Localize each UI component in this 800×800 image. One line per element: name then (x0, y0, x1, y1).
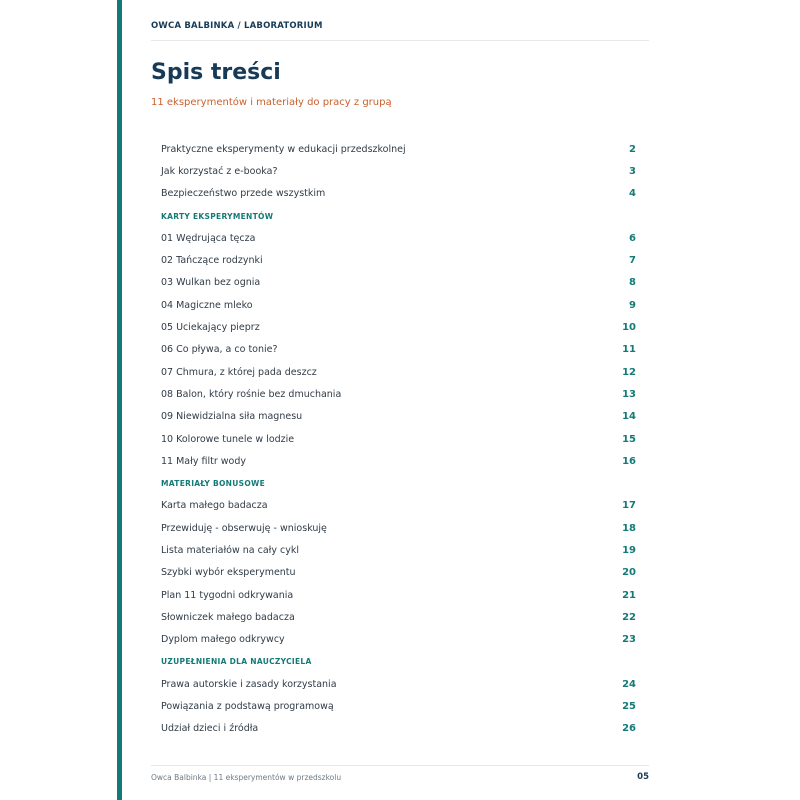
toc-entry-label: Jak korzystać z e-booka? (161, 165, 278, 177)
toc-entry-label: 07 Chmura, z której pada deszcz (161, 366, 317, 378)
toc-entry-page: 4 (629, 188, 636, 200)
toc-entry[interactable] (161, 249, 636, 271)
toc-entry[interactable] (161, 584, 636, 606)
toc-entry-label: Szybki wybór eksperymentu (161, 567, 296, 579)
toc-entry-label: Karta małego badacza (161, 500, 268, 512)
toc-section-heading: MATERIAŁY BONUSOWE (161, 479, 266, 489)
toc-entry[interactable] (161, 606, 636, 628)
toc-entry[interactable] (161, 272, 636, 294)
toc-entry[interactable] (161, 406, 636, 428)
toc-entry[interactable] (161, 183, 636, 205)
toc-entry[interactable] (161, 138, 636, 160)
toc-entry-label: 04 Magiczne mleko (161, 299, 253, 311)
toc-entry[interactable] (161, 428, 636, 450)
toc-entry[interactable] (161, 539, 636, 561)
toc-entry-page: 18 (622, 522, 636, 534)
toc-entry-label: Lista materiałów na cały cykl (161, 544, 299, 556)
toc-entry-page: 11 (622, 344, 636, 356)
toc-entry-page: 10 (622, 322, 636, 334)
toc-entry-label: 01 Wędrująca tęcza (161, 232, 256, 244)
accent-bar (117, 0, 122, 800)
footer-divider (151, 765, 649, 766)
toc-entry-page: 20 (622, 567, 636, 579)
toc-entry-page: 2 (629, 143, 636, 155)
toc-entry[interactable] (161, 294, 636, 316)
toc-entry[interactable] (161, 495, 636, 517)
toc-entry-page: 24 (622, 678, 636, 690)
toc-entry[interactable] (161, 562, 636, 584)
header-divider (151, 40, 649, 41)
page-number: 05 (637, 772, 649, 782)
toc-entry-label: 03 Wulkan bez ognia (161, 277, 261, 289)
toc-entry-page: 15 (622, 433, 636, 445)
toc-entry[interactable] (161, 629, 636, 651)
toc-entry-page: 25 (622, 701, 636, 713)
toc-entry-label: 05 Uciekający pieprz (161, 322, 260, 334)
running-header: OWCA BALBINKA / LABORATORIUM (151, 21, 323, 31)
toc-entry[interactable] (161, 450, 636, 472)
page-title: Spis treści (151, 60, 281, 85)
toc-entry-page: 23 (622, 634, 636, 646)
toc-entry-label: Plan 11 tygodni odkrywania (161, 589, 294, 601)
toc-entry[interactable] (161, 361, 636, 383)
toc-entry-page: 17 (622, 500, 636, 512)
footer-text: Owca Balbinka | 11 eksperymentów w przedszkolu (151, 773, 342, 782)
toc-entry-page: 16 (622, 455, 636, 467)
toc-entry-label: Udział dzieci i źródła (161, 723, 259, 735)
toc-entry-page: 8 (629, 277, 636, 289)
toc-entry[interactable] (161, 227, 636, 249)
toc-entry-label: Praktyczne eksperymenty w edukacji przedszkolnej (161, 143, 406, 155)
toc-entry-label: Dyplom małego odkrywcy (161, 634, 285, 646)
toc-entry[interactable] (161, 339, 636, 361)
toc-entry-page: 26 (622, 723, 636, 735)
toc-entry-label: 09 Niewidzialna siła magnesu (161, 411, 303, 423)
toc-entry-page: 9 (629, 299, 636, 311)
toc-entry-page: 12 (622, 366, 636, 378)
toc-entry-label: Powiązania z podstawą programową (161, 701, 334, 713)
toc-entry-page: 7 (629, 255, 636, 267)
toc-entry[interactable] (161, 383, 636, 405)
toc-entry[interactable] (161, 160, 636, 182)
toc-entry[interactable] (161, 695, 636, 717)
toc-section-heading: KARTY EKSPERYMENTÓW (161, 211, 274, 221)
toc-entry-page: 6 (629, 232, 636, 244)
toc-entry-label: Słowniczek małego badacza (161, 611, 295, 623)
toc-entry-label: Prawa autorskie i zasady korzystania (161, 678, 337, 690)
toc-entry-page: 13 (622, 388, 636, 400)
toc-entry-page: 22 (622, 611, 636, 623)
toc-entry-label: 08 Balon, który rośnie bez dmuchania (161, 388, 342, 400)
page-subtitle: 11 eksperymentów i materiały do pracy z grupą (151, 97, 392, 108)
table-of-contents (161, 138, 636, 740)
toc-entry-page: 21 (622, 589, 636, 601)
toc-entry-label: Bezpieczeństwo przede wszystkim (161, 188, 326, 200)
toc-entry[interactable] (161, 517, 636, 539)
toc-entry[interactable] (161, 718, 636, 740)
toc-entry[interactable] (161, 673, 636, 695)
toc-entry-label: 02 Tańczące rodzynki (161, 255, 263, 267)
toc-entry-label: 11 Mały filtr wody (161, 455, 246, 467)
toc-entry-page: 19 (622, 544, 636, 556)
toc-entry[interactable] (161, 316, 636, 338)
toc-entry-label: 06 Co pływa, a co tonie? (161, 344, 278, 356)
toc-entry-page: 3 (629, 165, 636, 177)
toc-section-heading: UZUPEŁNIENIA DLA NAUCZYCIELA (161, 657, 312, 667)
toc-entry-label: Przewiduję - obserwuję - wnioskuję (161, 522, 327, 534)
toc-entry-page: 14 (622, 411, 636, 423)
toc-entry-label: 10 Kolorowe tunele w lodzie (161, 433, 295, 445)
